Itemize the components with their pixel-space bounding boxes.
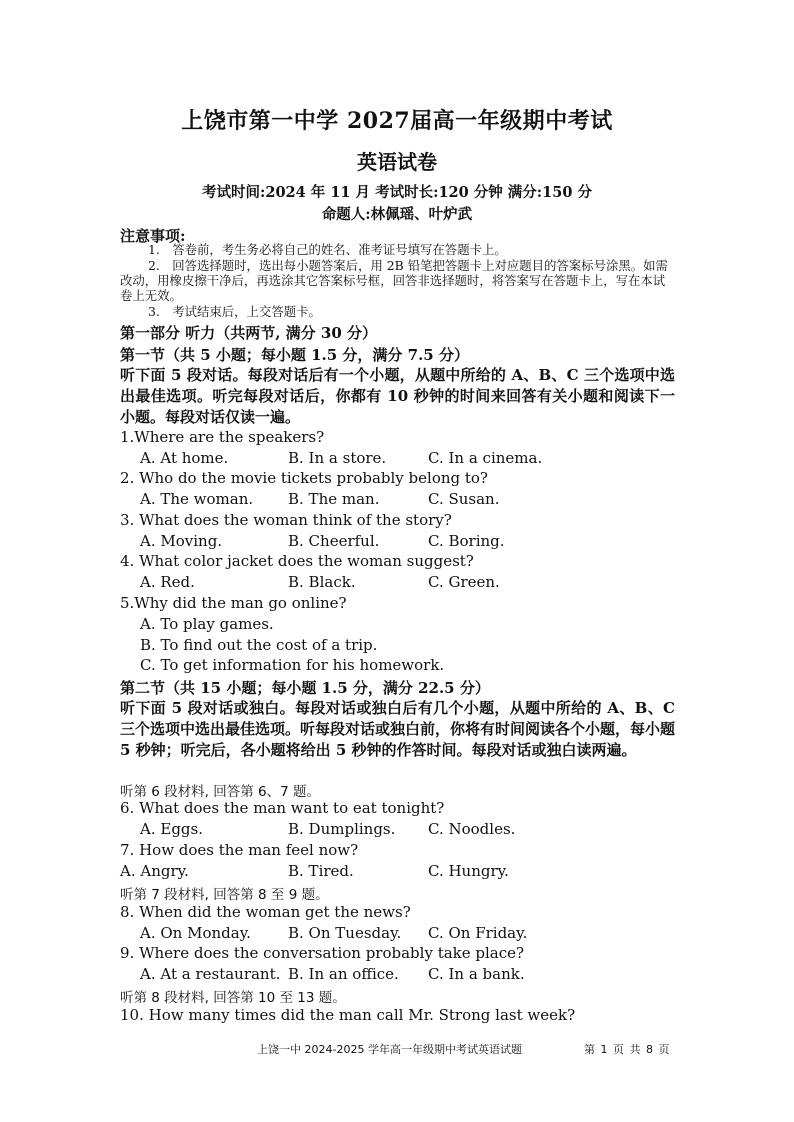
part1-heading: 第一部分 听力（共两节, 满分 30 分） xyxy=(120,324,377,342)
exam-info-line: 考试时间:2024 年 11 月 考试时长:120 分钟 满分:150 分 xyxy=(202,184,592,201)
question-3: 3. What does the woman think of the story? xyxy=(120,511,452,529)
section1-heading: 第一节（共 5 小题；每小题 1.5 分，满分 7.5 分） xyxy=(120,346,469,364)
option-b: B. The man. xyxy=(288,490,380,508)
question-7: 7. How does the man feel now? xyxy=(120,841,359,859)
question-7-options xyxy=(120,862,680,883)
question-2-options xyxy=(140,490,700,511)
question-8-options xyxy=(140,924,700,945)
option-a: A. Moving. xyxy=(140,532,223,550)
option-a: A. Red. xyxy=(140,573,195,591)
notice-item-2: 2. 回答选择题时，选出每小题答案后，用 2B 铅笔把答题卡上对应题目的答案标号涂黑。如需改动，用橡皮擦干净后，再选涂其它答案标号框，回答非选择题时，将答案写在答题卡上，写在本试卷上无效。 xyxy=(120,258,668,303)
question-10: 10. How many times did the man call Mr. Strong last week? xyxy=(120,1006,576,1024)
option-c: C. On Friday. xyxy=(428,924,528,942)
option-a: A. Eggs. xyxy=(140,820,203,838)
listen-note-7: 听第 7 段材料, 回答第 8 至 9 题。 xyxy=(120,887,329,903)
question-6-options xyxy=(140,820,700,841)
exam-subtitle: 英语试卷 xyxy=(357,150,437,174)
question-5-option-b: B. To find out the cost of a trip. xyxy=(140,636,378,654)
question-8: 8. When did the woman get the news? xyxy=(120,903,411,921)
footer-exam-name: 上饶一中 2024-2025 学年高一年级期中考试英语试题 xyxy=(257,1043,522,1056)
section2-instructions: 听下面 5 段对话或独白。每段对话或独白后有几个小题，从题中所给的 A、B、C 三个选项中选出最佳选项。听每段对话或独白前，你将有时间阅读各个小题，每小题 5 秒钟；听完后，各小题将给出 5 秒钟的作答时间。每段对话或独白读两遍。 xyxy=(120,699,676,759)
option-b: B. On Tuesday. xyxy=(288,924,402,942)
option-b: B. Black. xyxy=(288,573,356,591)
option-c: C. Green. xyxy=(428,573,500,591)
section2-heading: 第二节（共 15 小题；每小题 1.5 分，满分 22.5 分） xyxy=(120,679,490,697)
option-c: C. In a bank. xyxy=(428,965,525,983)
question-1: 1.Where are the speakers? xyxy=(120,428,325,446)
question-4-options xyxy=(140,573,700,594)
option-a: A. At home. xyxy=(140,449,229,467)
option-c: C. Susan. xyxy=(428,490,500,508)
question-4: 4. What color jacket does the woman suggest? xyxy=(120,552,474,570)
footer-page-number: 第 1 页 共 8 页 xyxy=(584,1043,671,1056)
question-9: 9. Where does the conversation probably take place? xyxy=(120,944,525,962)
question-9-options xyxy=(140,965,700,986)
question-2: 2. Who do the movie tickets probably belong to? xyxy=(120,469,488,487)
option-b: B. In a store. xyxy=(288,449,387,467)
question-6: 6. What does the man want to eat tonight? xyxy=(120,799,445,817)
question-5-option-c: C. To get information for his homework. xyxy=(140,656,445,674)
section1-instructions: 听下面 5 段对话。每段对话后有一个小题，从题中所给的 A、B、C 三个选项中选出最佳选项。听完每段对话后，你都有 10 秒钟的时间来回答有关小题和阅读下一小题。每段对话仅读一遍。 xyxy=(120,366,675,426)
option-c: C. Noodles. xyxy=(428,820,516,838)
option-b: B. In an office. xyxy=(288,965,399,983)
notice-item-3: 3. 考试结束后，上交答题卡。 xyxy=(148,304,321,319)
exam-title: 上饶市第一中学 2027届高一年级期中考试 xyxy=(181,108,613,134)
listen-note-6: 听第 6 段材料, 回答第 6、7 题。 xyxy=(120,784,321,800)
option-c: C. Boring. xyxy=(428,532,505,550)
question-5-option-a: A. To play games. xyxy=(140,615,274,633)
option-a: A. On Monday. xyxy=(140,924,251,942)
question-1-options xyxy=(140,449,700,470)
option-a: A. At a restaurant. xyxy=(140,965,281,983)
option-b: B. Tired. xyxy=(288,862,354,880)
listen-note-8: 听第 8 段材料, 回答第 10 至 13 题。 xyxy=(120,990,346,1006)
option-c: C. In a cinema. xyxy=(428,449,543,467)
question-3-options xyxy=(140,532,700,553)
option-c: C. Hungry. xyxy=(428,862,509,880)
notice-item-1: 1. 答卷前，考生务必将自己的姓名、准考证号填写在答题卡上。 xyxy=(148,242,507,257)
notice-heading: 注意事项: xyxy=(120,227,186,245)
question-5: 5.Why did the man go online? xyxy=(120,594,347,612)
option-a: A. Angry. xyxy=(120,862,189,880)
exam-authors: 命题人:林佩瑶、叶炉武 xyxy=(321,206,473,223)
option-b: B. Cheerful. xyxy=(288,532,380,550)
option-b: B. Dumplings. xyxy=(288,820,396,838)
option-a: A. The woman. xyxy=(140,490,254,508)
